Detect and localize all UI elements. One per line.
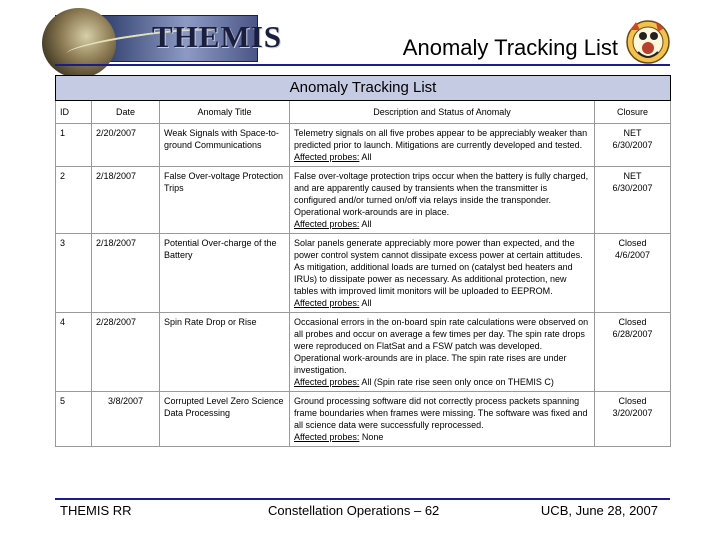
- row-id: 2: [56, 167, 92, 234]
- table-row: [56, 167, 671, 234]
- closure-date: 6/30/2007: [612, 140, 653, 150]
- row-description: False over-voltage protection trips occur when the battery is fully charged, and are apparently caused by transients when the transmitter is configured and/or turned on/off via relays inside the transponder. Operational work-arounds are in place.: [294, 171, 589, 217]
- affected-probes-value: All: [361, 298, 372, 308]
- row-description-cell: [290, 313, 595, 392]
- row-description-cell: [290, 234, 595, 313]
- closure-date: 6/28/2007: [612, 329, 653, 339]
- affected-probes-label: Affected probes:: [294, 432, 360, 442]
- column-header-description: Description and Status of Anomaly: [290, 101, 595, 124]
- table-caption-row: [56, 76, 671, 101]
- row-description: Solar panels generate appreciably more power than expected, and the power control system cannot dissipate excess power at certain attitudes. As mitigation, additional loads are turned on (catalyst bed heaters and IRUs) to dissipate power as necessary. As additional protection, new tables with improved limit monitors will be uploaded to EEPROM.: [294, 238, 583, 296]
- row-title: False Over-voltage Protection Trips: [160, 167, 290, 234]
- table-caption: Anomaly Tracking List: [56, 76, 671, 101]
- row-title: Potential Over-charge of the Battery: [160, 234, 290, 313]
- closure-date: 4/6/2007: [614, 250, 651, 260]
- closure-status: NET: [623, 171, 642, 181]
- table-row: [56, 234, 671, 313]
- row-id: 4: [56, 313, 92, 392]
- row-date: 2/18/2007: [92, 167, 160, 234]
- row-date: 3/8/2007: [92, 392, 160, 447]
- row-id: 5: [56, 392, 92, 447]
- row-closure: [595, 124, 671, 167]
- row-closure: [595, 234, 671, 313]
- row-description: Telemetry signals on all five probes appear to be appreciably weaker than predicted prior to launch. Mitigations are currently developed and tested.: [294, 128, 588, 150]
- closure-status: Closed: [618, 238, 647, 248]
- column-header-id: ID: [56, 101, 92, 124]
- footer-rule: [55, 498, 670, 500]
- closure-date: 3/20/2007: [612, 408, 653, 418]
- row-title: Spin Rate Drop or Rise: [160, 313, 290, 392]
- table-row: [56, 313, 671, 392]
- footer-page-label: Constellation Operations – 62: [268, 503, 440, 518]
- row-description: Ground processing software did not correctly process packets spanning frame boundaries when frames were missing. The software was fixed and all science data were successfully reprocessed.: [294, 396, 588, 430]
- affected-probes-value: All: [361, 219, 372, 229]
- column-header-title: Anomaly Title: [160, 101, 290, 124]
- row-date: 2/28/2007: [92, 313, 160, 392]
- affected-probes-label: Affected probes:: [294, 377, 360, 387]
- row-date: 2/18/2007: [92, 234, 160, 313]
- closure-date: 6/30/2007: [612, 183, 653, 193]
- row-closure: [595, 392, 671, 447]
- footer-left-text: THEMIS RR: [60, 503, 132, 518]
- table-header-row: [56, 101, 671, 124]
- affected-probes-value: All (Spin rate rise seen only once on THEMIS C): [361, 377, 554, 387]
- closure-status: NET: [623, 128, 642, 138]
- table-row: [56, 124, 671, 167]
- affected-probes-label: Affected probes:: [294, 152, 360, 162]
- row-description: Occasional errors in the on-board spin rate calculations were observed on all probes and occur on average a few times per day. The spin rate drops were reproduced on FlatSat and a FSW patch was developed. Operational work-arounds are in place. The spin rate rises are under investigation.: [294, 317, 589, 375]
- header-rule: [55, 64, 670, 66]
- row-id: 1: [56, 124, 92, 167]
- affected-probes-label: Affected probes:: [294, 219, 360, 229]
- affected-probes-label: Affected probes:: [294, 298, 360, 308]
- closure-status: Closed: [618, 396, 647, 406]
- row-description-cell: [290, 392, 595, 447]
- mission-mascot-icon: [624, 18, 672, 66]
- row-closure: [595, 313, 671, 392]
- row-title: Weak Signals with Space-to-ground Communications: [160, 124, 290, 167]
- anomaly-table: [55, 75, 671, 447]
- row-date: 2/20/2007: [92, 124, 160, 167]
- page-title: Anomaly Tracking List: [402, 35, 618, 60]
- affected-probes-value: None: [361, 432, 384, 442]
- row-description-cell: [290, 124, 595, 167]
- row-id: 3: [56, 234, 92, 313]
- row-title: Corrupted Level Zero Science Data Processing: [160, 392, 290, 447]
- column-header-closure: Closure: [595, 101, 671, 124]
- row-description-cell: [290, 167, 595, 234]
- footer-date: UCB, June 28, 2007: [540, 503, 658, 518]
- column-header-date: Date: [92, 101, 160, 124]
- row-closure: [595, 167, 671, 234]
- logo-text: THEMIS: [152, 19, 283, 54]
- themis-logo: [55, 15, 283, 62]
- table-row: [56, 392, 671, 447]
- closure-status: Closed: [618, 317, 647, 327]
- affected-probes-value: All: [361, 152, 372, 162]
